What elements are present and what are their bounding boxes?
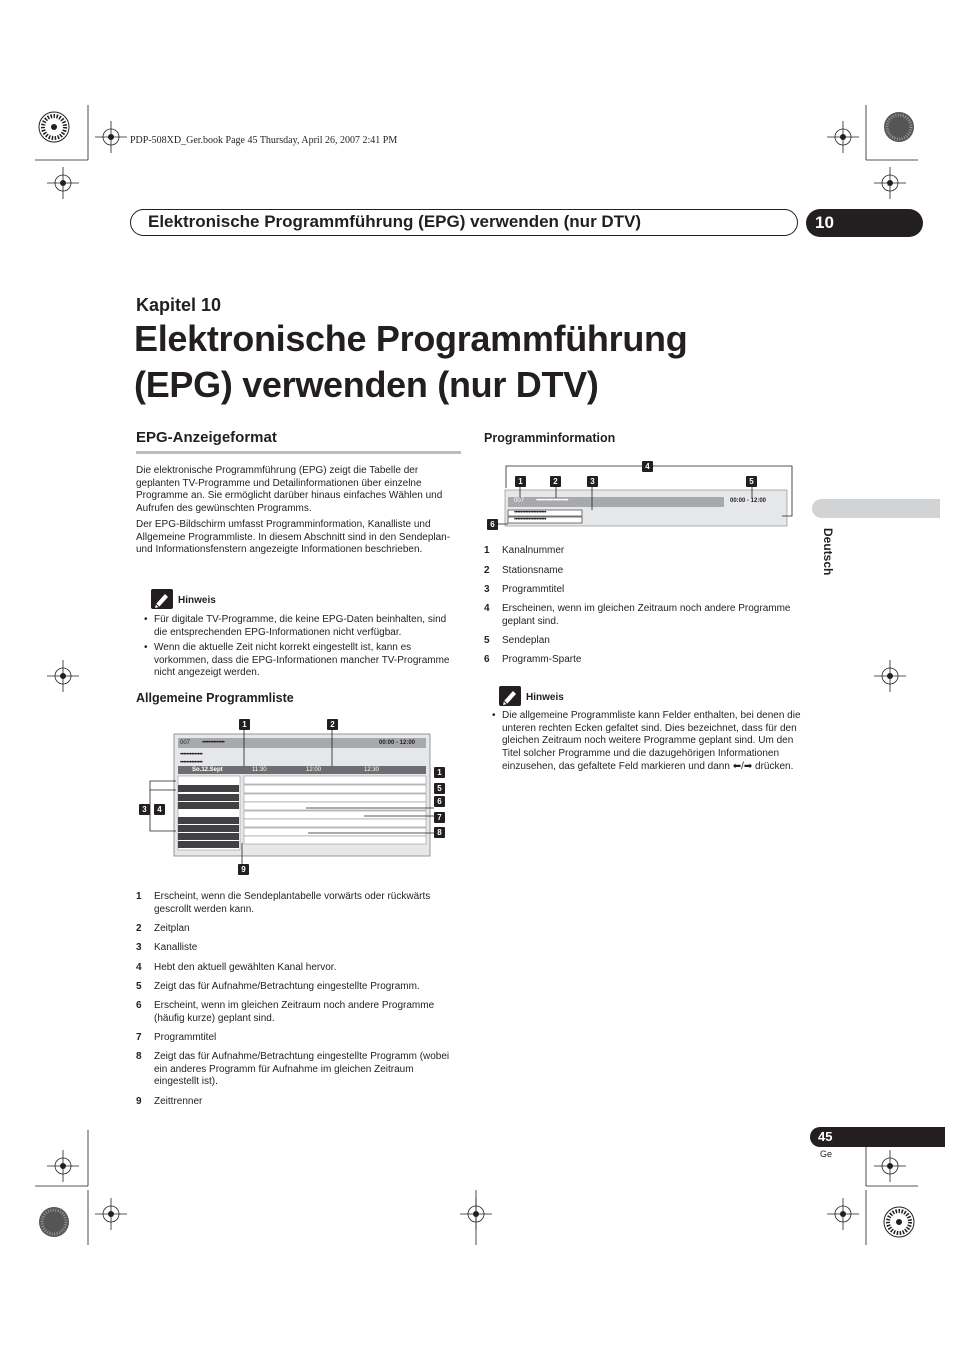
note-item-1: • Die allgemeine Programmliste kann Felder enthalten, bei denen die unteren rechten Ecken gefaltet sind. Dies bezeichnet, dass für den gleichen Zeitraum noch weitere Programme geplant sind. Um den Titel solcher Programme und die dazugehörigen Informationen einzusehen, das gefaltete Feld markieren und dann ⬅/➡ drücken. [492, 710, 810, 774]
fig1-callout-1-right: 1 [434, 767, 445, 778]
fig2-callout-6: 6 [487, 519, 498, 530]
fig2-genre: •••••••••••••••••••• [514, 517, 547, 523]
fig2-title: •••••••••••••••••••• [514, 510, 547, 516]
chapter-label: Kapitel 10 [136, 295, 222, 315]
epg-program-list-figure [136, 716, 456, 876]
intro-paragraph-1: Die elektronische Programmführung (EPG) zeigt die Tabelle der geplanten TV-Programme und Detailinformationen über einzelne Programme an. Sie ermöglicht darüber hinaus einfaches Wählen und Aufrufen des gewünschten Programms. [136, 465, 443, 515]
fig1-callout-3: 3 [139, 804, 150, 815]
fig1-time-range: 00:00 - 12:00 [379, 740, 416, 746]
fig2-channel: 007 [514, 498, 525, 504]
fig1-callout-9: 9 [238, 864, 249, 875]
subsection-title-program-info: Programminformation [484, 431, 616, 445]
section-title: EPG-Anzeigeformat [136, 429, 277, 446]
chapter-title [134, 316, 687, 408]
fig2-station: •••••••••••••••••••• [536, 498, 569, 504]
page-number: 45 [810, 1127, 945, 1147]
fig1-callout-5: 5 [434, 783, 445, 794]
fig1-time-1: 11:30 [252, 767, 267, 773]
chapter-title-line1: Elektronische Programmführung [134, 318, 688, 359]
fig1-channel: 007 [180, 740, 191, 746]
fig1-callout-8: 8 [434, 827, 445, 838]
note-pencil-icon [499, 686, 521, 706]
fig1-date: So.12.Sept [192, 767, 223, 773]
fig1-title: •••••••••••••• [180, 752, 203, 758]
language-tab [812, 499, 940, 518]
fig1-genre: •••••••••••••• [180, 760, 203, 766]
fig1-time-3: 12:30 [364, 767, 380, 773]
note-label: Hinweis [178, 595, 216, 606]
chapter-number-badge: 10 [806, 209, 923, 237]
fig1-callout-7: 7 [434, 812, 445, 823]
fig2-callout-2: 2 [550, 476, 561, 487]
note-pencil-icon [151, 589, 173, 609]
fig1-station: •••••••••••••• [202, 740, 225, 746]
subsection-title-program-list: Allgemeine Programmliste [136, 691, 294, 705]
fig2-time-range: 00:00 - 12:00 [730, 498, 767, 504]
fig2-callout-4: 4 [642, 461, 653, 472]
note-item-1: • Für digitale TV-Programme, die keine EPG-Daten beinhalten, sind die entsprechenden EPG-Informationen nicht verfügbar. [144, 614, 459, 639]
note-item-2: • Wenn die aktuelle Zeit nicht korrekt eingestellt ist, kann es vorkommen, dass die EPG-Informationen mancher TV-Programme nicht angezeigt werden. [144, 642, 459, 680]
chapter-header-title: Elektronische Programmführung (EPG) verwenden (nur DTV) [148, 212, 642, 231]
fig1-time-2: 12:00 [306, 767, 322, 773]
fig1-callout-6: 6 [434, 796, 445, 807]
fig1-callout-4: 4 [154, 804, 165, 815]
section-rule [136, 451, 461, 454]
fig1-callout-2: 2 [327, 719, 338, 730]
epg-program-info-figure [484, 458, 804, 533]
fig1-callout-1-top: 1 [239, 719, 250, 730]
fig2-callout-5: 5 [746, 476, 757, 487]
note-label: Hinweis [526, 692, 564, 703]
fig2-callout-3: 3 [587, 476, 598, 487]
language-label: Deutsch [821, 528, 835, 576]
book-header: PDP-508XD_Ger.book Page 45 Thursday, April 26, 2007 2:41 PM [130, 135, 398, 146]
page-language-code: Ge [820, 1149, 833, 1159]
intro-paragraph-2: Der EPG-Bildschirm umfasst Programminformation, Kanalliste und Allgemeine Programmliste. In diesem Abschnitt sind in den Sendeplan- und Informationsfenstern angezeigte Informationen beschrieben. [136, 519, 451, 556]
chapter-title-line2: (EPG) verwenden (nur DTV) [134, 364, 599, 405]
fig2-callout-1: 1 [515, 476, 526, 487]
